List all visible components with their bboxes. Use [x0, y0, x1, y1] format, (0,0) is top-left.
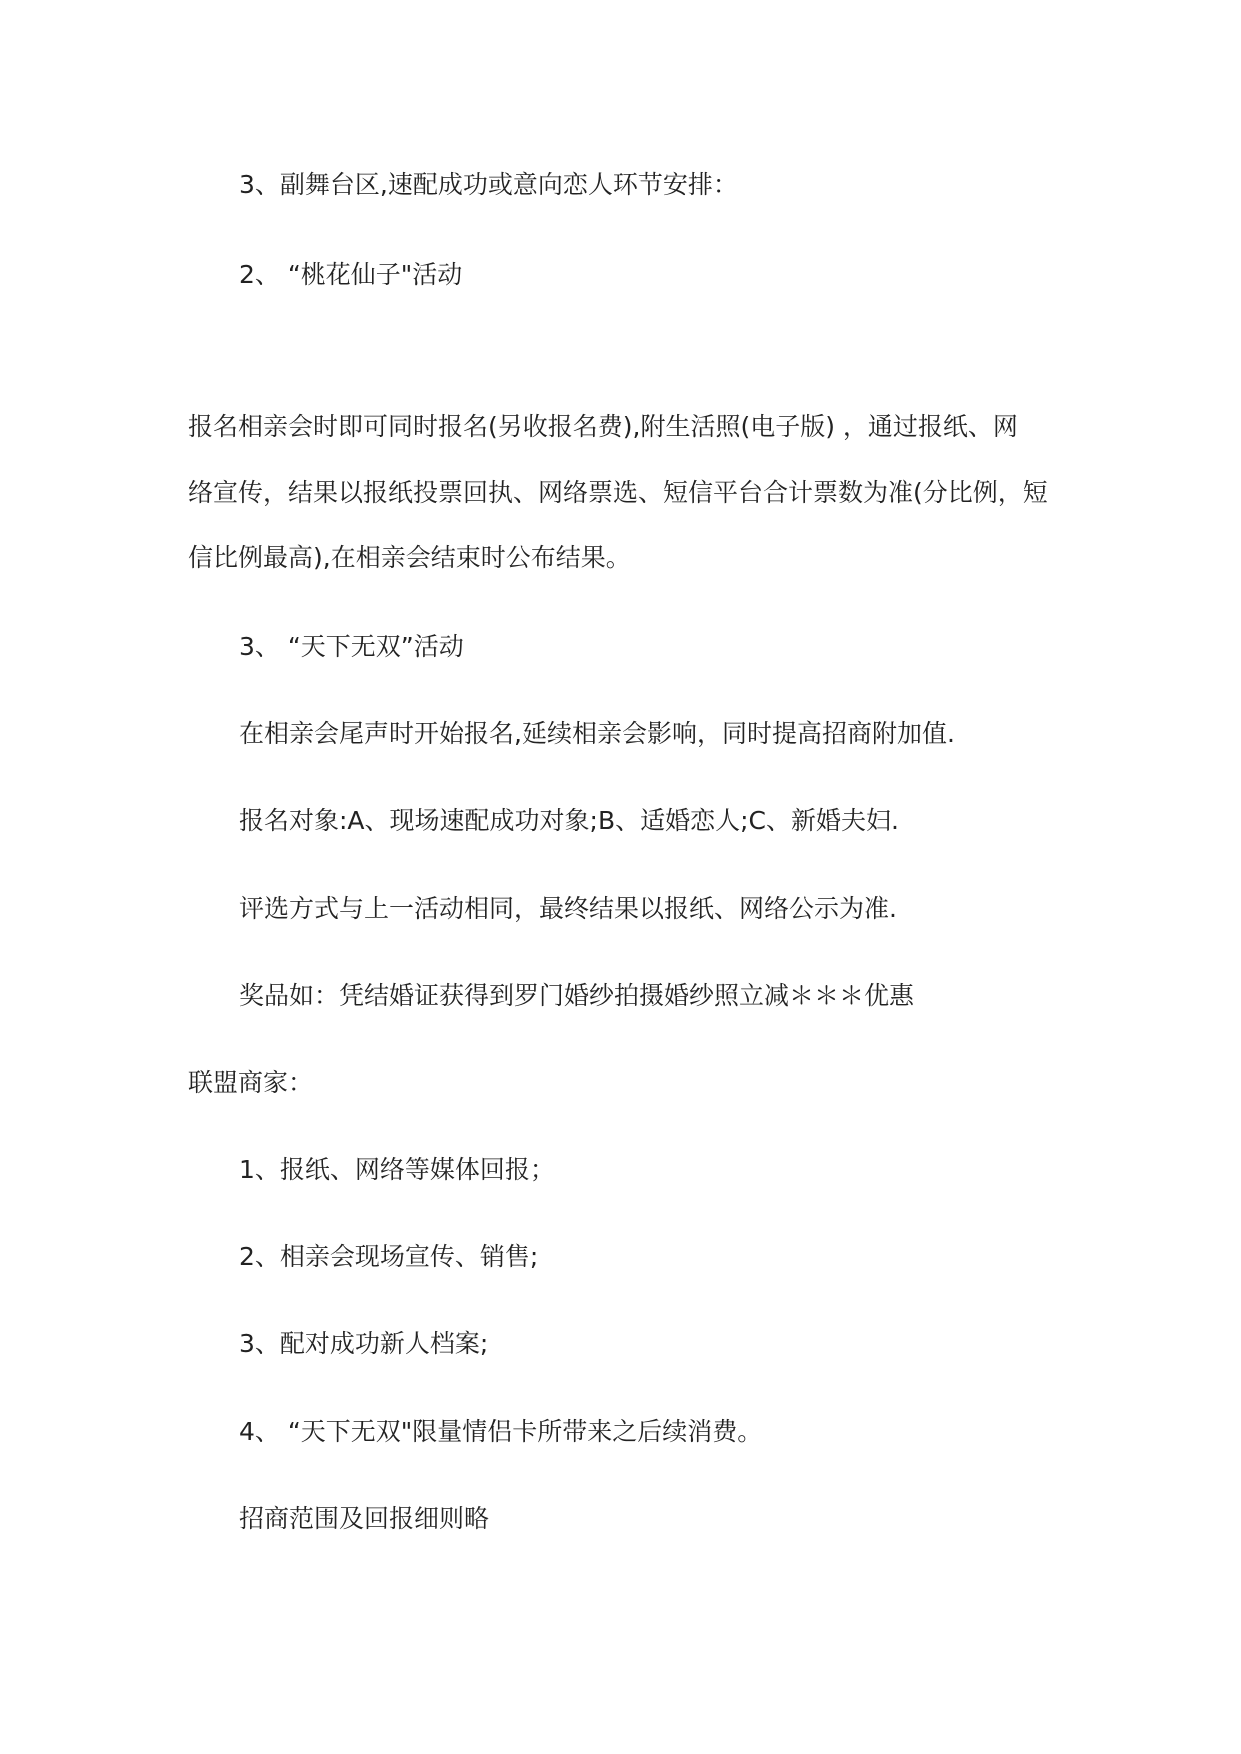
item-sub-stage-arrangement: 3、副舞台区,速配成功或意向恋人环节安排： — [239, 170, 738, 199]
paragraph-line-3: 信比例最高),在相亲会结束时公布结果。 — [188, 543, 631, 572]
alliance-merchants-heading: 联盟商家： — [188, 1068, 314, 1097]
registration-targets-text: 报名对象:A、现场速配成功对象;B、适婚恋人;C、新婚夫妇. — [239, 806, 899, 835]
item-unique-activity: 3、 “天下无双”活动 — [239, 632, 464, 661]
benefit-item-3: 3、配对成功新人档案; — [239, 1329, 489, 1358]
registration-timing-text: 在相亲会尾声时开始报名,延续相亲会影响，同时提高招商附加值. — [239, 719, 955, 748]
investment-scope-text: 招商范围及回报细则略 — [239, 1504, 490, 1533]
benefit-item-4: 4、 “天下无双"限量情侣卡所带来之后续消费。 — [239, 1417, 763, 1446]
paragraph-line-1: 报名相亲会时即可同时报名(另收报名费),附生活照(电子版) ，通过报纸、网 — [188, 412, 1018, 441]
item-peach-blossom-activity: 2、 “桃花仙子"活动 — [239, 260, 463, 289]
selection-method-text: 评选方式与上一活动相同，最终结果以报纸、网络公示为准. — [239, 894, 897, 923]
benefit-item-1: 1、报纸、网络等媒体回报； — [239, 1155, 555, 1184]
benefit-item-2: 2、相亲会现场宣传、销售; — [239, 1242, 539, 1271]
prize-text: 奖品如：凭结婚证获得到罗门婚纱拍摄婚纱照立减＊＊＊优惠 — [239, 981, 915, 1010]
paragraph-line-2: 络宣传，结果以报纸投票回执、网络票选、短信平台合计票数为准(分比例，短 — [188, 478, 1048, 507]
